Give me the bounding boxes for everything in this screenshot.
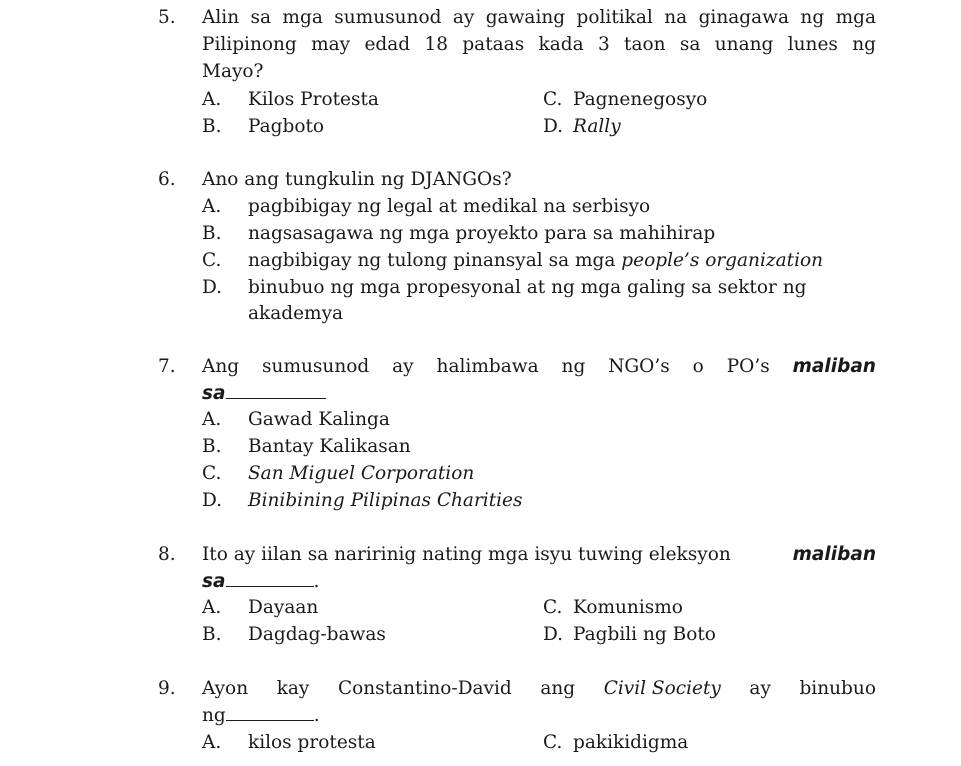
- stem-line-2: [202, 702, 320, 729]
- option-text: nagsasagawa ng mga proyekto para sa mahihirap: [248, 223, 716, 244]
- answer-blank[interactable]: [226, 380, 326, 399]
- stem-word: Ayon: [202, 678, 249, 699]
- option-letter: C.: [543, 89, 563, 110]
- option-text: kilos protesta: [248, 732, 376, 753]
- stem-word: halimbawa: [436, 356, 539, 377]
- option-text: Dayaan: [248, 597, 319, 618]
- option-text: Pagnenegosyo: [573, 89, 708, 110]
- option-d[interactable]: [543, 621, 716, 648]
- option-text: Bantay Kalikasan: [248, 436, 411, 457]
- stem-emphasis: sa: [202, 571, 226, 592]
- option-text: San Miguel Corporation: [248, 463, 475, 484]
- stem-end: .: [313, 705, 320, 726]
- option-letter: D.: [543, 624, 564, 645]
- option-a[interactable]: [202, 594, 318, 621]
- option-text: nagbibigay ng tulong pinansyal sa mga: [248, 250, 616, 271]
- option-letter: B.: [202, 116, 222, 137]
- option-text: Pagboto: [248, 116, 325, 137]
- option-text: Binibining Pilipinas Charities: [248, 490, 523, 511]
- stem-word: binubuo: [799, 678, 876, 699]
- question-stem: [202, 353, 876, 380]
- option-text: pakikidigma: [573, 732, 689, 753]
- option-c[interactable]: [202, 460, 474, 487]
- option-letter: A.: [202, 89, 222, 110]
- option-letter: B.: [202, 223, 222, 244]
- option-c[interactable]: [543, 594, 683, 621]
- stem-line: Alin sa mga sumusunod ay gawaing politikal na ginagawa ng mga: [202, 7, 876, 28]
- stem-end: .: [313, 571, 320, 592]
- question-stem: [202, 675, 876, 702]
- option-letter: A.: [202, 409, 222, 430]
- option-text: binubuo ng mga propesyonal at ng mga galing sa sektor ng: [248, 277, 807, 298]
- option-b[interactable]: [202, 433, 411, 460]
- option-letter: C.: [202, 463, 222, 484]
- option-text: Kilos Protesta: [248, 89, 379, 110]
- option-d-continuation: akademya: [248, 303, 344, 324]
- option-text-italic: people’s organization: [621, 250, 824, 271]
- option-a[interactable]: [202, 86, 379, 113]
- option-c[interactable]: [202, 247, 823, 274]
- option-text: Komunismo: [573, 597, 683, 618]
- stem-line-2: [202, 380, 326, 407]
- stem-word: ay: [749, 678, 771, 699]
- option-letter: C.: [202, 250, 222, 271]
- stem-line-2: [202, 568, 319, 595]
- option-a[interactable]: [202, 193, 650, 220]
- option-letter: B.: [202, 436, 222, 457]
- stem-line: Mayo?: [202, 61, 264, 82]
- option-letter: A.: [202, 196, 222, 217]
- answer-blank[interactable]: [226, 568, 314, 587]
- option-b[interactable]: [202, 220, 715, 247]
- stem-word: ang: [540, 678, 576, 699]
- option-d[interactable]: [202, 274, 806, 301]
- option-letter: D.: [202, 490, 223, 511]
- stem-word: Ang: [202, 356, 240, 377]
- option-text: Pagbili ng Boto: [573, 624, 716, 645]
- stem-word: sumusunod: [262, 356, 370, 377]
- question-number: 8.: [158, 544, 176, 565]
- option-letter: A.: [202, 732, 222, 753]
- option-d[interactable]: [543, 113, 621, 140]
- stem-word: PO’s: [726, 356, 770, 377]
- option-c[interactable]: [543, 729, 688, 756]
- option-text: pagbibigay ng legal at medikal na serbisyo: [248, 196, 651, 217]
- stem-word: ng: [202, 705, 226, 726]
- option-letter: B.: [202, 624, 222, 645]
- question-number: 6.: [158, 169, 176, 190]
- option-letter: D.: [202, 277, 223, 298]
- stem-word: kay: [276, 678, 310, 699]
- option-text: Rally: [573, 116, 621, 137]
- option-letter: C.: [543, 597, 563, 618]
- stem-line: Pilipinong may edad 18 pataas kada 3 taon sa unang lunes ng: [202, 34, 876, 55]
- question-number: 7.: [158, 356, 176, 377]
- option-letter: C.: [543, 732, 563, 753]
- question-stem: Ano ang tungkulin ng DJANGOs?: [202, 169, 512, 190]
- option-letter: D.: [543, 116, 564, 137]
- stem-word: ng: [561, 356, 586, 377]
- stem-word: o: [692, 356, 704, 377]
- stem-word: Constantino-David: [337, 678, 512, 699]
- stem-italic: Civil Society: [603, 678, 721, 699]
- option-letter: A.: [202, 597, 222, 618]
- stem-emphasis: maliban: [792, 544, 876, 565]
- option-c[interactable]: [543, 86, 707, 113]
- question-stem: [202, 4, 876, 85]
- stem-emphasis: maliban: [792, 356, 876, 377]
- stem-word: ay: [392, 356, 414, 377]
- stem-text: Ito ay iilan sa naririnig nating mga isyu tuwing eleksyon: [202, 544, 731, 565]
- question-number: 9.: [158, 678, 176, 699]
- option-a[interactable]: [202, 729, 376, 756]
- question-number: 5.: [158, 7, 176, 28]
- option-d[interactable]: [202, 487, 523, 514]
- option-b[interactable]: [202, 113, 324, 140]
- stem-emphasis: sa: [202, 383, 226, 404]
- stem-word: NGO’s: [608, 356, 670, 377]
- question-stem: [202, 541, 876, 568]
- option-a[interactable]: [202, 406, 390, 433]
- answer-blank[interactable]: [226, 702, 314, 721]
- option-text: Dagdag-bawas: [248, 624, 386, 645]
- option-b[interactable]: [202, 621, 386, 648]
- option-text: Gawad Kalinga: [248, 409, 390, 430]
